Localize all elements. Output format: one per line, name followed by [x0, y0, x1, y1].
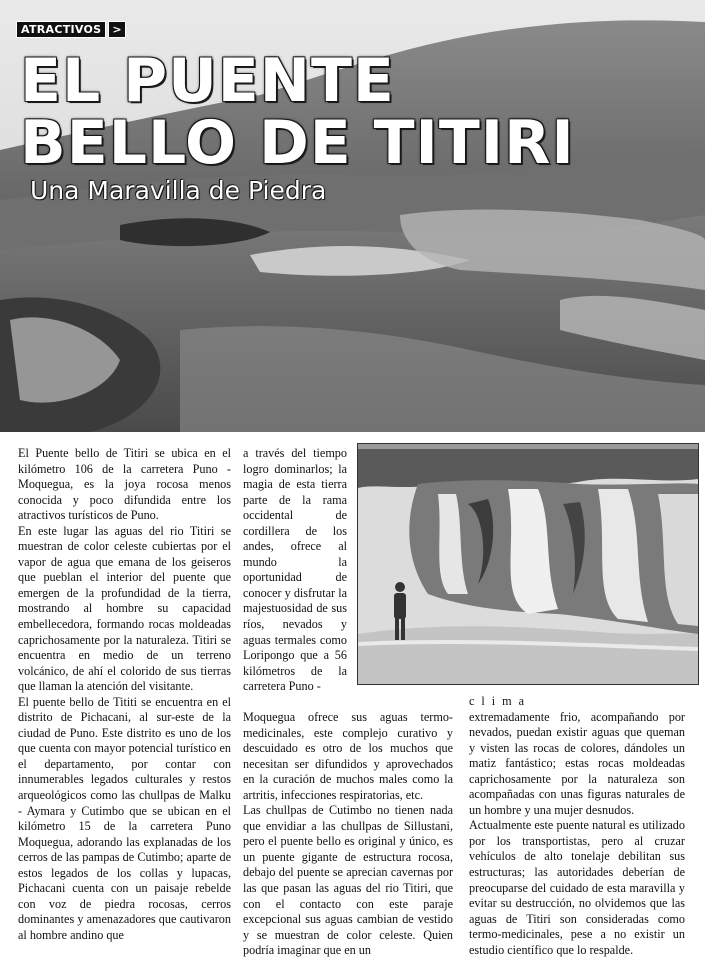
hero-photo [0, 0, 705, 432]
title-line-2: BELLO DE TITIRI [20, 108, 575, 178]
paragraph: El Puente bello de Titiri se ubica en el kilómetro 106 de la carretera Puno - Moquegua, es la joya rocosa menos conocida y poco difundida entre los atractivos turísticos de Puno. [18, 446, 231, 523]
title-line-1: EL PUENTE [20, 46, 395, 116]
paragraph: Moquegua ofrece sus aguas termo-medicinales, este complejo curativo y descuidado es otro de los muchos que necesitan ser difundidos y aprovechados en la curación de muchos males como la artritis, infecciones respiratorias, etc. [243, 710, 453, 802]
text-column-1 [18, 446, 231, 944]
text-column-2-narrow [243, 446, 347, 695]
paragraph: a través del tiempo logro dominarlos; la magia de esta tierra parte de la rama occidental de cordillera de los andes, ofrece al mundo la oportunidad de conocer y disfrutar la majestuosidad de sus ríos, nevados y aguas termales como Loripongo que a 56 kilómetros de la carretera Puno - [243, 446, 347, 694]
paragraph: En este lugar las aguas del rio Titiri se muestran de color celeste cubiertas por el vapor de agua que emana de los geiseros que pueblan el interior del puente que emergen de la profundidad de la tierra, mostrando al hombre su capacidad embellecedora, formando rocas moldeadas caprichosamente por la naturaleza. Titiri se encuentra en medio de un terreno volcánico, de ahí el colorido de sus tierras que llaman la atención del visitante. [18, 523, 231, 694]
rock-bridge-image [358, 444, 698, 684]
spaced-word: clima [469, 694, 532, 708]
paragraph: Actualmente este puente natural es utilizado por los transportistas, pero al cruzar vehículos de alto tonelaje debilitan sus estructuras; las autoridades deberían de preocuparse del cuidado de esta maravilla y evitar su destrucción, no olvidemos que las aguas de Titiri son consideradas como termo-medicinales, pese a no existir un estudio científico que lo respalde. [469, 818, 685, 957]
section-label: ATRACTIVOS [16, 21, 106, 38]
section-tag [16, 22, 126, 37]
article-title [20, 46, 575, 178]
bridge-photo [357, 443, 699, 685]
section-arrow-icon: > [108, 21, 125, 38]
paragraph: El puente bello de Tititi se encuentra en el distrito de Pichacani, al sur-este de la ciudad de Puno. Este distrito es uno de los que cuenta con mayor potencial turístico en el departamento, por contar con innumerables legados culturales y restos arqueológicos como las chullpas de Malku - Aymara y Cutimbo que se ubican en el kilómetro 15 de la carretera Puno Moquegua, adorando las explanadas de los cerros de las pampas de Cutimbo; aparte de estos legados de los collas y lupacas, Pichacani cuenta con un paisaje rebelde con voz de piedra rocosas, cerros dominantes y amenazadores que cautivaron al hombre andino que [18, 694, 231, 942]
article-subtitle: Una Maravilla de Piedra [30, 176, 327, 205]
paragraph: Las chullpas de Cutimbo no tienen nada que envidiar a las chullpas de Sillustani, pero el puente bello es original y único, es un puente gigante de estructura rocosa, debajo del puente se aprecian cavernas por las que pasan las aguas del rio Titiri, que con el contacto con este paraje excepcional sus aguas cambian de vestido y se muestran de color celeste. Quien podría imaginar que en un [243, 803, 453, 958]
text-column-3 [469, 694, 685, 958]
text-column-2-wide [243, 710, 453, 959]
paragraph: extremadamente frio, acompañando por nevados, puedan existir aguas que queman y visten las rocas de colores, dándoles un matiz fantástico; estas rocas moldeadas caprichosamente por la naturaleza son acompañadas con unas figuras naturales de un hombre y una mujer desnudos. [469, 709, 685, 817]
